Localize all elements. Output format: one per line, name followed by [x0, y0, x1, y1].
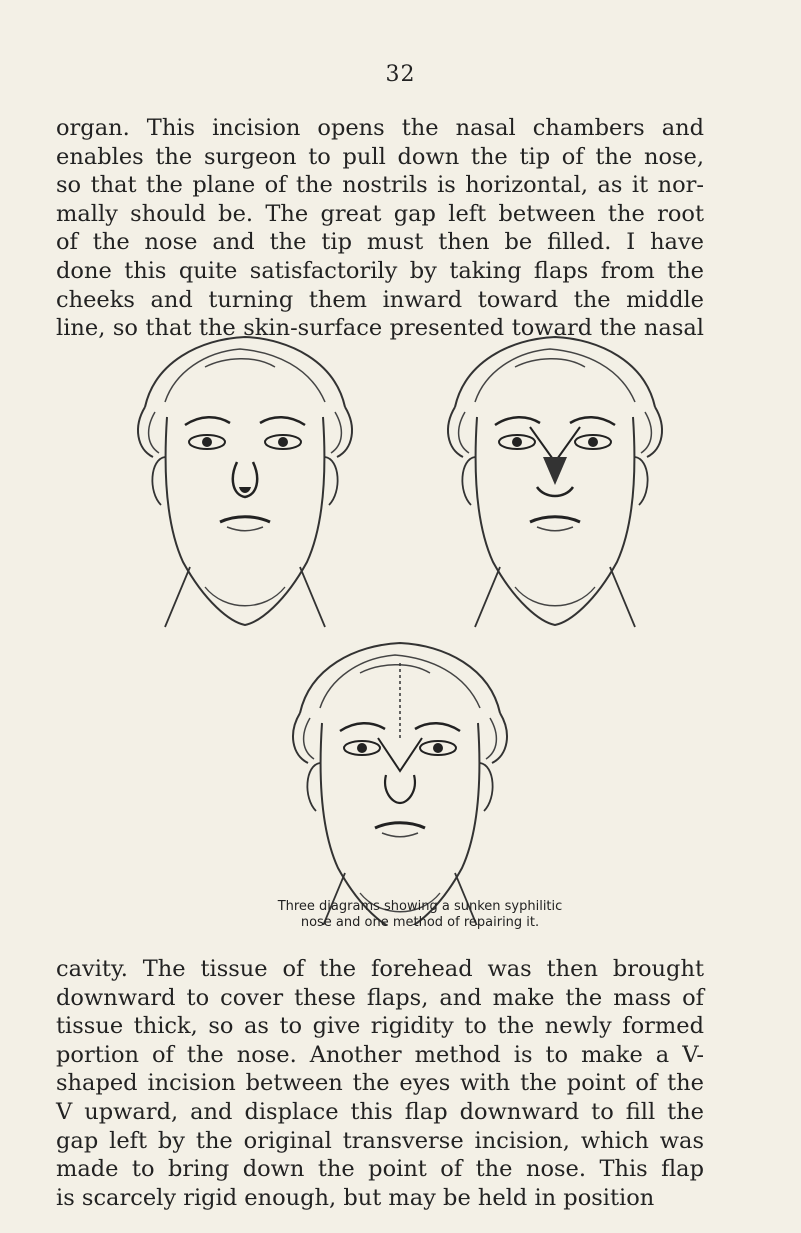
face-sunken-nose	[138, 337, 352, 627]
text-line: cheeks and turning them inward toward the middle	[56, 286, 704, 313]
paragraph-bottom	[56, 955, 704, 1212]
text-line: done this quite satisfactorily by taking flaps from the	[56, 257, 704, 284]
text-line: shaped incision between the eyes with the point of the	[56, 1070, 704, 1097]
figure-caption	[200, 899, 640, 931]
text-line: line, so that the skin-surface presented toward the nasal	[56, 315, 704, 342]
text-line: V upward, and displace this flap downward to fill the	[56, 1098, 704, 1125]
face-forehead-flap	[293, 643, 507, 925]
face-cheek-flaps	[448, 337, 662, 627]
text-line: mally should be. The great gap left between the root	[56, 200, 704, 227]
text-line: made to bring down the point of the nose. This flap	[56, 1156, 704, 1183]
text-line: so that the plane of the nostrils is horizontal, as it nor-	[56, 172, 704, 199]
text-line: tissue thick, so as to give rigidity to the newly formed	[56, 1013, 704, 1040]
caption-line: nose and one method of repairing it.	[300, 915, 540, 930]
text-line: of the nose and the tip must then be filled. I have	[56, 229, 704, 256]
text-line: organ. This incision opens the nasal chambers and	[56, 115, 704, 141]
caption-line: Three diagrams showing a sunken syphilitic	[277, 899, 563, 914]
text-line: enables the surgeon to pull down the tip of the nose,	[56, 143, 704, 170]
face-diagrams-figure	[0, 325, 801, 925]
text-line: portion of the nose. Another method is to make a V-	[56, 1041, 704, 1068]
paragraph-top	[56, 114, 704, 343]
text-line: gap left by the original transverse incision, which was	[56, 1127, 704, 1154]
text-line: cavity. The tissue of the forehead was then brought	[56, 956, 704, 982]
page-number: 32	[385, 62, 416, 87]
text-line: downward to cover these flaps, and make the mass of	[56, 984, 704, 1011]
text-line: is scarcely rigid enough, but may be held in position	[56, 1184, 655, 1211]
